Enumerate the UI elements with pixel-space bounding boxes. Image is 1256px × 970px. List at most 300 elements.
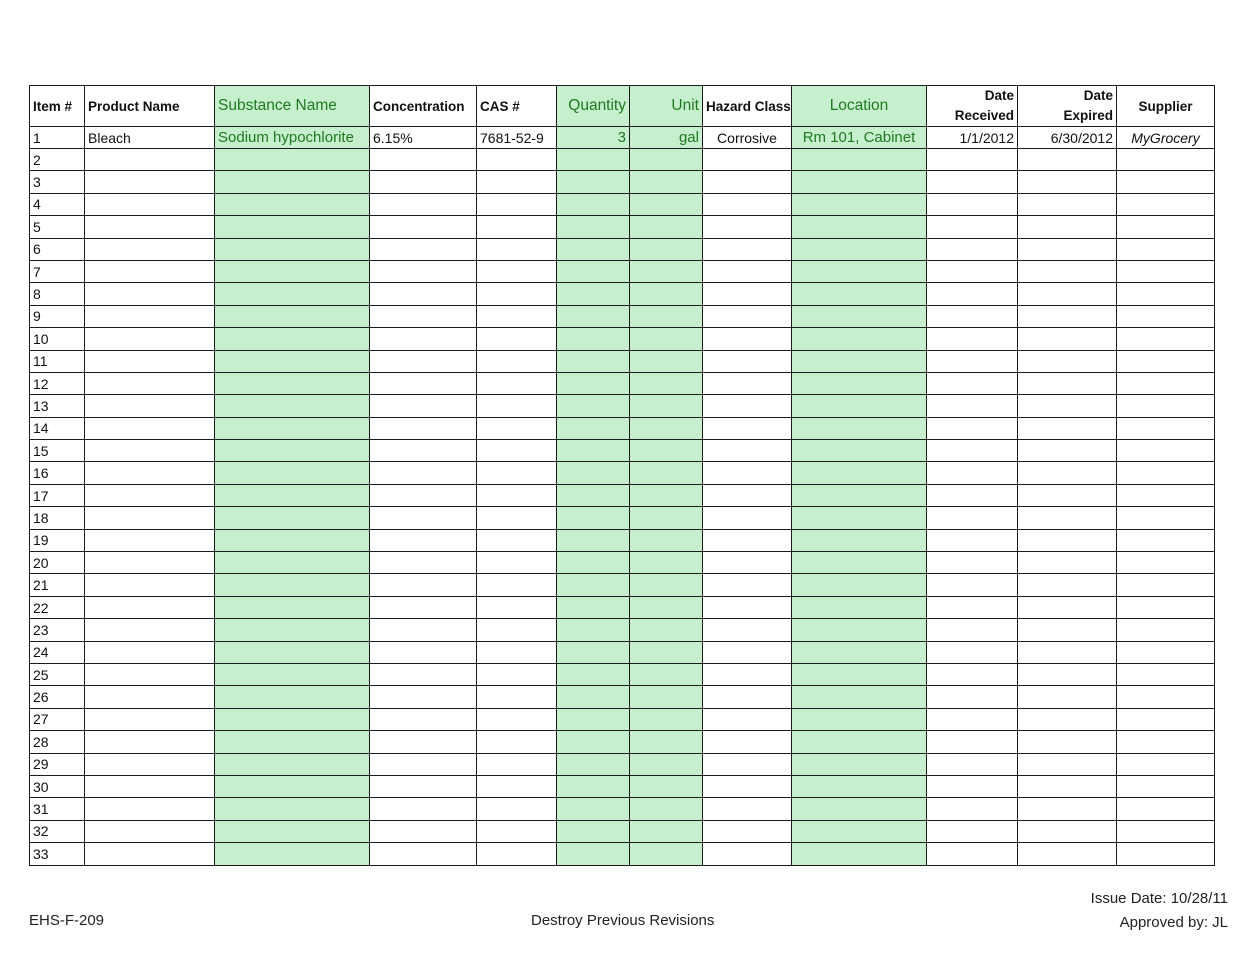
- cell-concentration[interactable]: [370, 328, 477, 350]
- cell-substance-name[interactable]: [215, 238, 370, 260]
- cell-substance-name[interactable]: [215, 440, 370, 462]
- cell-product-name[interactable]: [85, 305, 215, 327]
- cell-substance-name[interactable]: [215, 798, 370, 820]
- cell-concentration[interactable]: [370, 372, 477, 394]
- cell-unit[interactable]: [630, 529, 703, 551]
- cell-substance-name[interactable]: [215, 350, 370, 372]
- cell-date-received[interactable]: [927, 350, 1018, 372]
- cell-quantity[interactable]: [557, 417, 630, 439]
- cell-quantity[interactable]: [557, 641, 630, 663]
- cell-hazard-class[interactable]: [703, 260, 792, 282]
- cell-location[interactable]: [792, 686, 927, 708]
- cell-product-name[interactable]: [85, 260, 215, 282]
- cell-date-expired[interactable]: [1018, 372, 1117, 394]
- cell-date-expired[interactable]: [1018, 552, 1117, 574]
- cell-substance-name[interactable]: [215, 305, 370, 327]
- cell-quantity[interactable]: [557, 619, 630, 641]
- cell-supplier[interactable]: [1117, 462, 1215, 484]
- cell-substance-name[interactable]: [215, 372, 370, 394]
- cell-location[interactable]: [792, 372, 927, 394]
- cell-location[interactable]: [792, 798, 927, 820]
- cell-unit[interactable]: [630, 753, 703, 775]
- cell-supplier[interactable]: [1117, 619, 1215, 641]
- cell-quantity[interactable]: [557, 350, 630, 372]
- cell-product-name[interactable]: [85, 574, 215, 596]
- cell-cas[interactable]: [477, 440, 557, 462]
- cell-cas[interactable]: [477, 417, 557, 439]
- cell-product-name[interactable]: [85, 798, 215, 820]
- cell-substance-name[interactable]: [215, 216, 370, 238]
- cell-item[interactable]: 2: [30, 149, 85, 171]
- cell-location[interactable]: [792, 238, 927, 260]
- cell-supplier[interactable]: [1117, 529, 1215, 551]
- cell-substance-name[interactable]: [215, 619, 370, 641]
- cell-hazard-class[interactable]: [703, 574, 792, 596]
- cell-hazard-class[interactable]: [703, 238, 792, 260]
- cell-product-name[interactable]: [85, 775, 215, 797]
- cell-date-received[interactable]: [927, 663, 1018, 685]
- cell-product-name[interactable]: [85, 238, 215, 260]
- cell-location[interactable]: [792, 731, 927, 753]
- cell-supplier[interactable]: [1117, 574, 1215, 596]
- cell-unit[interactable]: [630, 440, 703, 462]
- cell-date-received[interactable]: [927, 708, 1018, 730]
- cell-cas[interactable]: [477, 641, 557, 663]
- cell-item[interactable]: 1: [30, 127, 85, 149]
- cell-substance-name[interactable]: [215, 149, 370, 171]
- cell-concentration[interactable]: 6.15%: [370, 127, 477, 149]
- cell-unit[interactable]: [630, 596, 703, 618]
- cell-date-received[interactable]: [927, 641, 1018, 663]
- cell-date-received[interactable]: [927, 820, 1018, 842]
- cell-product-name[interactable]: [85, 417, 215, 439]
- cell-item[interactable]: 28: [30, 731, 85, 753]
- cell-hazard-class[interactable]: [703, 305, 792, 327]
- cell-unit[interactable]: [630, 193, 703, 215]
- cell-hazard-class[interactable]: [703, 171, 792, 193]
- cell-unit[interactable]: [630, 663, 703, 685]
- cell-quantity[interactable]: [557, 507, 630, 529]
- cell-product-name[interactable]: [85, 372, 215, 394]
- cell-date-expired[interactable]: [1018, 440, 1117, 462]
- cell-unit[interactable]: [630, 238, 703, 260]
- cell-item[interactable]: 16: [30, 462, 85, 484]
- cell-date-expired[interactable]: [1018, 462, 1117, 484]
- cell-concentration[interactable]: [370, 417, 477, 439]
- cell-item[interactable]: 30: [30, 775, 85, 797]
- cell-hazard-class[interactable]: [703, 395, 792, 417]
- cell-hazard-class[interactable]: [703, 820, 792, 842]
- cell-concentration[interactable]: [370, 149, 477, 171]
- cell-substance-name[interactable]: [215, 260, 370, 282]
- cell-date-received[interactable]: [927, 283, 1018, 305]
- cell-substance-name[interactable]: [215, 775, 370, 797]
- cell-concentration[interactable]: [370, 216, 477, 238]
- cell-cas[interactable]: [477, 238, 557, 260]
- cell-date-received[interactable]: 1/1/2012: [927, 127, 1018, 149]
- cell-product-name[interactable]: [85, 283, 215, 305]
- cell-location[interactable]: [792, 216, 927, 238]
- cell-supplier[interactable]: [1117, 484, 1215, 506]
- cell-date-received[interactable]: [927, 731, 1018, 753]
- cell-product-name[interactable]: [85, 686, 215, 708]
- cell-quantity[interactable]: [557, 193, 630, 215]
- cell-quantity[interactable]: [557, 372, 630, 394]
- cell-substance-name[interactable]: [215, 529, 370, 551]
- cell-unit[interactable]: [630, 552, 703, 574]
- cell-quantity[interactable]: [557, 283, 630, 305]
- cell-unit[interactable]: [630, 775, 703, 797]
- cell-date-expired[interactable]: [1018, 507, 1117, 529]
- cell-cas[interactable]: [477, 574, 557, 596]
- cell-supplier[interactable]: [1117, 820, 1215, 842]
- cell-quantity[interactable]: [557, 462, 630, 484]
- cell-unit[interactable]: [630, 843, 703, 865]
- cell-date-expired[interactable]: [1018, 417, 1117, 439]
- cell-substance-name[interactable]: [215, 753, 370, 775]
- cell-hazard-class[interactable]: [703, 216, 792, 238]
- cell-hazard-class[interactable]: [703, 283, 792, 305]
- cell-date-received[interactable]: [927, 619, 1018, 641]
- cell-location[interactable]: [792, 574, 927, 596]
- cell-hazard-class[interactable]: [703, 350, 792, 372]
- cell-unit[interactable]: [630, 641, 703, 663]
- cell-concentration[interactable]: [370, 775, 477, 797]
- cell-substance-name[interactable]: [215, 686, 370, 708]
- cell-quantity[interactable]: [557, 529, 630, 551]
- cell-quantity[interactable]: [557, 820, 630, 842]
- cell-location[interactable]: [792, 596, 927, 618]
- cell-hazard-class[interactable]: [703, 328, 792, 350]
- cell-supplier[interactable]: [1117, 305, 1215, 327]
- cell-location[interactable]: [792, 260, 927, 282]
- cell-concentration[interactable]: [370, 440, 477, 462]
- cell-substance-name[interactable]: [215, 283, 370, 305]
- cell-substance-name[interactable]: Sodium hypochlorite: [215, 127, 370, 149]
- cell-quantity[interactable]: [557, 328, 630, 350]
- cell-product-name[interactable]: [85, 440, 215, 462]
- cell-item[interactable]: 25: [30, 663, 85, 685]
- cell-quantity[interactable]: 3: [557, 127, 630, 149]
- cell-date-received[interactable]: [927, 149, 1018, 171]
- cell-date-received[interactable]: [927, 372, 1018, 394]
- cell-quantity[interactable]: [557, 305, 630, 327]
- cell-substance-name[interactable]: [215, 663, 370, 685]
- cell-hazard-class[interactable]: [703, 619, 792, 641]
- cell-unit[interactable]: [630, 171, 703, 193]
- cell-supplier[interactable]: [1117, 596, 1215, 618]
- cell-unit[interactable]: [630, 260, 703, 282]
- cell-supplier[interactable]: [1117, 417, 1215, 439]
- cell-quantity[interactable]: [557, 149, 630, 171]
- cell-cas[interactable]: [477, 305, 557, 327]
- cell-substance-name[interactable]: [215, 507, 370, 529]
- cell-date-received[interactable]: [927, 328, 1018, 350]
- cell-supplier[interactable]: [1117, 798, 1215, 820]
- cell-unit[interactable]: [630, 283, 703, 305]
- cell-location[interactable]: [792, 350, 927, 372]
- cell-quantity[interactable]: [557, 395, 630, 417]
- cell-item[interactable]: 20: [30, 552, 85, 574]
- cell-date-received[interactable]: [927, 529, 1018, 551]
- cell-substance-name[interactable]: [215, 820, 370, 842]
- cell-substance-name[interactable]: [215, 552, 370, 574]
- cell-concentration[interactable]: [370, 820, 477, 842]
- cell-concentration[interactable]: [370, 552, 477, 574]
- cell-date-received[interactable]: [927, 238, 1018, 260]
- cell-date-expired[interactable]: [1018, 798, 1117, 820]
- cell-unit[interactable]: [630, 574, 703, 596]
- cell-product-name[interactable]: [85, 529, 215, 551]
- cell-product-name[interactable]: [85, 663, 215, 685]
- cell-cas[interactable]: [477, 619, 557, 641]
- cell-quantity[interactable]: [557, 171, 630, 193]
- cell-product-name[interactable]: [85, 171, 215, 193]
- cell-concentration[interactable]: [370, 462, 477, 484]
- cell-date-received[interactable]: [927, 753, 1018, 775]
- cell-cas[interactable]: [477, 820, 557, 842]
- cell-product-name[interactable]: [85, 193, 215, 215]
- cell-concentration[interactable]: [370, 641, 477, 663]
- cell-date-received[interactable]: [927, 417, 1018, 439]
- cell-substance-name[interactable]: [215, 395, 370, 417]
- cell-concentration[interactable]: [370, 529, 477, 551]
- cell-hazard-class[interactable]: [703, 596, 792, 618]
- cell-product-name[interactable]: [85, 395, 215, 417]
- cell-cas[interactable]: [477, 484, 557, 506]
- cell-date-received[interactable]: [927, 462, 1018, 484]
- cell-product-name[interactable]: [85, 641, 215, 663]
- cell-unit[interactable]: [630, 395, 703, 417]
- cell-concentration[interactable]: [370, 708, 477, 730]
- cell-unit[interactable]: [630, 708, 703, 730]
- cell-date-expired[interactable]: [1018, 484, 1117, 506]
- cell-hazard-class[interactable]: [703, 462, 792, 484]
- cell-substance-name[interactable]: [215, 574, 370, 596]
- cell-date-received[interactable]: [927, 440, 1018, 462]
- cell-product-name[interactable]: [85, 484, 215, 506]
- cell-supplier[interactable]: [1117, 641, 1215, 663]
- cell-cas[interactable]: [477, 350, 557, 372]
- cell-item[interactable]: 22: [30, 596, 85, 618]
- cell-unit[interactable]: [630, 350, 703, 372]
- cell-item[interactable]: 17: [30, 484, 85, 506]
- cell-hazard-class[interactable]: [703, 775, 792, 797]
- cell-date-received[interactable]: [927, 484, 1018, 506]
- cell-date-expired[interactable]: [1018, 619, 1117, 641]
- cell-substance-name[interactable]: [215, 417, 370, 439]
- cell-supplier[interactable]: [1117, 775, 1215, 797]
- cell-location[interactable]: [792, 149, 927, 171]
- cell-date-received[interactable]: [927, 574, 1018, 596]
- cell-cas[interactable]: [477, 372, 557, 394]
- cell-item[interactable]: 27: [30, 708, 85, 730]
- cell-hazard-class[interactable]: [703, 149, 792, 171]
- cell-location[interactable]: [792, 395, 927, 417]
- cell-cas[interactable]: [477, 328, 557, 350]
- cell-quantity[interactable]: [557, 484, 630, 506]
- cell-supplier[interactable]: [1117, 552, 1215, 574]
- cell-concentration[interactable]: [370, 798, 477, 820]
- cell-item[interactable]: 14: [30, 417, 85, 439]
- cell-hazard-class[interactable]: [703, 798, 792, 820]
- cell-location[interactable]: [792, 440, 927, 462]
- cell-substance-name[interactable]: [215, 731, 370, 753]
- cell-date-expired[interactable]: [1018, 305, 1117, 327]
- cell-supplier[interactable]: [1117, 507, 1215, 529]
- cell-concentration[interactable]: [370, 686, 477, 708]
- cell-substance-name[interactable]: [215, 596, 370, 618]
- cell-quantity[interactable]: [557, 260, 630, 282]
- cell-location[interactable]: [792, 775, 927, 797]
- cell-date-received[interactable]: [927, 775, 1018, 797]
- cell-substance-name[interactable]: [215, 171, 370, 193]
- cell-date-expired[interactable]: [1018, 686, 1117, 708]
- cell-item[interactable]: 24: [30, 641, 85, 663]
- cell-date-expired[interactable]: [1018, 350, 1117, 372]
- cell-substance-name[interactable]: [215, 484, 370, 506]
- cell-supplier[interactable]: [1117, 708, 1215, 730]
- cell-concentration[interactable]: [370, 507, 477, 529]
- cell-concentration[interactable]: [370, 574, 477, 596]
- cell-date-expired[interactable]: [1018, 193, 1117, 215]
- cell-product-name[interactable]: [85, 753, 215, 775]
- cell-cas[interactable]: [477, 216, 557, 238]
- cell-date-expired[interactable]: [1018, 238, 1117, 260]
- cell-concentration[interactable]: [370, 731, 477, 753]
- cell-location[interactable]: [792, 641, 927, 663]
- cell-location[interactable]: [792, 484, 927, 506]
- cell-concentration[interactable]: [370, 193, 477, 215]
- cell-date-received[interactable]: [927, 395, 1018, 417]
- cell-cas[interactable]: [477, 775, 557, 797]
- cell-date-expired[interactable]: [1018, 149, 1117, 171]
- cell-hazard-class[interactable]: [703, 484, 792, 506]
- cell-date-received[interactable]: [927, 843, 1018, 865]
- cell-product-name[interactable]: [85, 216, 215, 238]
- cell-cas[interactable]: [477, 529, 557, 551]
- cell-unit[interactable]: [630, 820, 703, 842]
- cell-item[interactable]: 10: [30, 328, 85, 350]
- cell-date-received[interactable]: [927, 552, 1018, 574]
- cell-quantity[interactable]: [557, 775, 630, 797]
- cell-supplier[interactable]: [1117, 171, 1215, 193]
- cell-concentration[interactable]: [370, 596, 477, 618]
- cell-product-name[interactable]: [85, 462, 215, 484]
- cell-item[interactable]: 12: [30, 372, 85, 394]
- cell-cas[interactable]: [477, 686, 557, 708]
- cell-date-expired[interactable]: [1018, 663, 1117, 685]
- cell-product-name[interactable]: [85, 708, 215, 730]
- cell-location[interactable]: [792, 462, 927, 484]
- cell-supplier[interactable]: [1117, 193, 1215, 215]
- cell-unit[interactable]: [630, 462, 703, 484]
- cell-date-expired[interactable]: [1018, 596, 1117, 618]
- cell-hazard-class[interactable]: [703, 708, 792, 730]
- cell-concentration[interactable]: [370, 283, 477, 305]
- cell-unit[interactable]: [630, 686, 703, 708]
- cell-date-received[interactable]: [927, 193, 1018, 215]
- cell-date-expired[interactable]: [1018, 641, 1117, 663]
- cell-hazard-class[interactable]: [703, 193, 792, 215]
- cell-date-received[interactable]: [927, 798, 1018, 820]
- cell-cas[interactable]: [477, 171, 557, 193]
- cell-quantity[interactable]: [557, 798, 630, 820]
- cell-item[interactable]: 6: [30, 238, 85, 260]
- cell-date-received[interactable]: [927, 216, 1018, 238]
- cell-location[interactable]: [792, 305, 927, 327]
- cell-substance-name[interactable]: [215, 328, 370, 350]
- cell-date-expired[interactable]: [1018, 731, 1117, 753]
- cell-date-received[interactable]: [927, 596, 1018, 618]
- cell-supplier[interactable]: [1117, 372, 1215, 394]
- cell-location[interactable]: [792, 193, 927, 215]
- cell-cas[interactable]: [477, 798, 557, 820]
- cell-product-name[interactable]: [85, 507, 215, 529]
- cell-quantity[interactable]: [557, 552, 630, 574]
- cell-concentration[interactable]: [370, 305, 477, 327]
- cell-substance-name[interactable]: [215, 193, 370, 215]
- cell-product-name[interactable]: [85, 149, 215, 171]
- cell-substance-name[interactable]: [215, 843, 370, 865]
- cell-cas[interactable]: [477, 596, 557, 618]
- cell-hazard-class[interactable]: [703, 372, 792, 394]
- cell-product-name[interactable]: [85, 843, 215, 865]
- cell-item[interactable]: 31: [30, 798, 85, 820]
- cell-location[interactable]: [792, 171, 927, 193]
- cell-date-expired[interactable]: [1018, 529, 1117, 551]
- cell-hazard-class[interactable]: [703, 663, 792, 685]
- cell-cas[interactable]: [477, 507, 557, 529]
- cell-hazard-class[interactable]: [703, 731, 792, 753]
- cell-concentration[interactable]: [370, 663, 477, 685]
- cell-item[interactable]: 19: [30, 529, 85, 551]
- cell-quantity[interactable]: [557, 843, 630, 865]
- cell-date-expired[interactable]: [1018, 574, 1117, 596]
- cell-supplier[interactable]: [1117, 149, 1215, 171]
- cell-unit[interactable]: [630, 417, 703, 439]
- cell-location[interactable]: [792, 529, 927, 551]
- cell-concentration[interactable]: [370, 350, 477, 372]
- cell-item[interactable]: 21: [30, 574, 85, 596]
- cell-cas[interactable]: [477, 462, 557, 484]
- cell-date-received[interactable]: [927, 507, 1018, 529]
- cell-location[interactable]: [792, 552, 927, 574]
- cell-hazard-class[interactable]: Corrosive: [703, 127, 792, 149]
- cell-supplier[interactable]: [1117, 686, 1215, 708]
- cell-unit[interactable]: [630, 731, 703, 753]
- cell-unit[interactable]: [630, 507, 703, 529]
- cell-location[interactable]: [792, 663, 927, 685]
- cell-cas[interactable]: [477, 149, 557, 171]
- cell-date-expired[interactable]: [1018, 283, 1117, 305]
- cell-hazard-class[interactable]: [703, 507, 792, 529]
- cell-date-received[interactable]: [927, 686, 1018, 708]
- cell-date-expired[interactable]: [1018, 171, 1117, 193]
- cell-supplier[interactable]: [1117, 238, 1215, 260]
- cell-location[interactable]: [792, 619, 927, 641]
- cell-cas[interactable]: [477, 283, 557, 305]
- cell-supplier[interactable]: [1117, 731, 1215, 753]
- cell-date-expired[interactable]: [1018, 843, 1117, 865]
- cell-cas[interactable]: [477, 731, 557, 753]
- cell-date-expired[interactable]: [1018, 260, 1117, 282]
- cell-location[interactable]: [792, 507, 927, 529]
- cell-cas[interactable]: [477, 663, 557, 685]
- cell-substance-name[interactable]: [215, 708, 370, 730]
- cell-quantity[interactable]: [557, 686, 630, 708]
- cell-cas[interactable]: [477, 708, 557, 730]
